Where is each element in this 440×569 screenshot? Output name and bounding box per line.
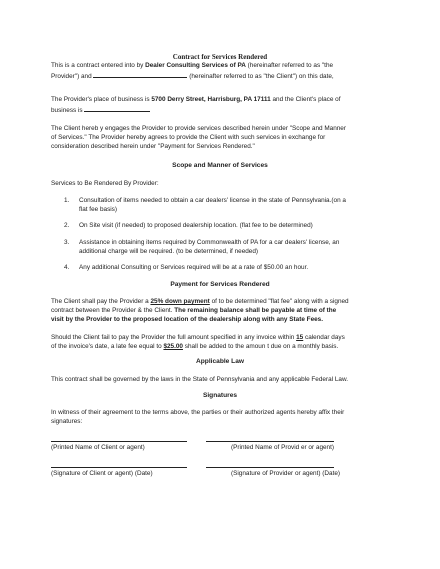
payment-p1-line-3: visit by the Provider to the proposed location of the dealership along with any State Fees. [51, 316, 324, 323]
law-heading: Applicable Law [196, 358, 244, 365]
client-name-blank[interactable] [93, 71, 187, 78]
signatures-line-1: In witness of their agreement to the terms above, the parties or their authorized agents hereby affix their [51, 409, 345, 416]
place-line-1 [51, 96, 340, 104]
scope-item-1-line-2: flat fee basis) [79, 206, 118, 213]
payment-days-value: 15 [296, 334, 304, 341]
scope-item-1-number: 1. [64, 197, 70, 204]
scope-item-1-line-1: Consultation of items needed to obtain a car dealers' license in the state of Pennsylvania.(on a [79, 197, 346, 204]
payment-text-c: of to be determined "flat fee" along with a signed [211, 298, 349, 305]
engage-line-2: of Services." The Provider hereby agrees to provide the Client with such services in exchange for [51, 134, 326, 141]
client-name-line[interactable] [51, 441, 187, 442]
scope-item-3-number: 3. [64, 239, 70, 246]
provider-signature-line[interactable] [206, 467, 334, 468]
payment-text-i: of the invoice's date, a late fee equal to [51, 343, 162, 350]
document-title: Contract for Services Rendered [172, 53, 268, 61]
place-text-d: business is [51, 107, 83, 114]
intro-text-d: Provider") and [51, 73, 92, 80]
payment-heading: Payment for Services Rendered [170, 281, 270, 288]
intro-line-2 [51, 71, 334, 81]
down-payment-term: 25% down payment [150, 298, 210, 305]
client-signature-caption: (Signature of Client or agent) (Date) [51, 470, 153, 477]
intro-line-1 [51, 62, 333, 70]
scope-item-4-line-1: Any additional Consulting or Services required will be at a rate of $50.00 an hour. [79, 264, 309, 271]
payment-p1-line-1 [51, 298, 349, 306]
payment-text-f: Should the Client fail to pay the Provider the full amount specified in any invoice within [51, 334, 295, 341]
client-signature-line[interactable] [51, 467, 187, 468]
payment-p1-line-2 [51, 307, 336, 315]
provider-company-name: Dealer Consulting Services of PA [145, 62, 246, 69]
place-line-2 [51, 105, 150, 115]
late-fee-value: $25.00 [163, 343, 183, 350]
client-name-caption: (Printed Name of Client or agent) [51, 444, 145, 451]
payment-text-k: shall be added to the amoun t due on a monthly basis. [184, 343, 339, 350]
provider-signature-caption: (Signature of Provider or agent) (Date) [231, 470, 341, 477]
signatures-line-2: signatures: [51, 418, 83, 425]
scope-item-2-number: 2. [64, 222, 70, 229]
provider-address: 5700 Derry Street, Harrisburg, PA 17111 [151, 96, 271, 103]
payment-balance-term: The remaining balance shall be payable at time of the [174, 307, 337, 314]
payment-text-h: calendar days [305, 334, 345, 341]
payment-p2-line-1 [51, 334, 345, 342]
intro-text-e: (hereinafter referred to as "the Client") on this date, [189, 73, 334, 80]
scope-item-3-line-1: Assistance in obtaining items required by Commonwealth of PA for a car dealers' license, an [79, 239, 340, 246]
payment-p2-line-2 [51, 343, 338, 351]
scope-item-2-line-1: On Site visit (if needed) to proposed dealership location. (flat fee to be determined) [79, 222, 313, 229]
payment-text-d: contract between the Provider & the Client. [51, 307, 173, 314]
intro-text-a: This is a contract entered into by [51, 62, 144, 69]
scope-heading: Scope and Manner of Services [172, 162, 268, 169]
engage-line-1: The Client hereb y engages the Provider to provide services described herein under "Scope and Manner [51, 125, 346, 132]
client-address-blank[interactable] [84, 105, 150, 112]
intro-text-c: (hereinafter referred to as "the [247, 62, 334, 69]
engage-line-3: consideration described herein under "Payment for Services Rendered." [51, 143, 255, 150]
provider-name-caption: (Printed Name of Provid er or agent) [231, 444, 335, 451]
scope-lead: Services to Be Rendered By Provider: [51, 180, 159, 187]
signatures-heading: Signatures [202, 392, 238, 399]
provider-name-line[interactable] [206, 441, 334, 442]
scope-item-4-number: 4. [64, 264, 70, 271]
payment-text-a: The Client shall pay the Provider a [51, 298, 149, 305]
law-text: This contract shall be governed by the laws in the State of Pennsylvania and any applicable Federal Law. [51, 376, 348, 383]
scope-item-3-line-2: additional charge will be required. (to be determined, if needed) [79, 248, 259, 255]
place-text-a: The Provider's place of business is [51, 96, 150, 103]
place-text-c: and the Client's place of [272, 96, 341, 103]
